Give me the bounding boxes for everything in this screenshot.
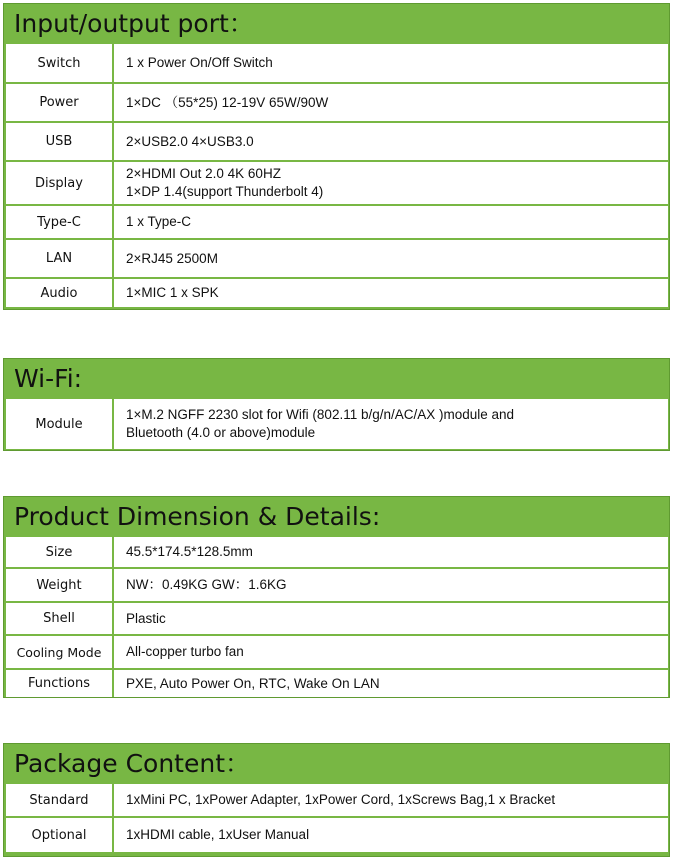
spec-table [6,784,668,852]
row-value [114,569,668,601]
row-value [114,399,668,449]
value-line: 1xHDMI cable, 1xUser Manual [126,827,310,842]
row-label: Audio [6,279,114,307]
table-row [6,537,668,567]
row-value [114,636,668,668]
value-line: All-copper turbo fan [126,644,244,659]
section-title: Input/output port： [14,9,254,38]
table-row [6,816,668,852]
value-line: 1×MIC 1 x SPK [126,285,219,300]
row-label: Size [6,537,114,567]
spec-table [6,537,668,697]
row-label: Module [6,399,114,449]
value-line: 1 x Power On/Off Switch [126,55,273,70]
row-value [114,537,668,567]
row-label: Power [6,84,114,121]
row-value [114,784,668,816]
table-row [6,204,668,238]
table-row [6,238,668,277]
value-line: 1×DC （55*25) 12-19V 65W/90W [126,94,329,110]
table-row [6,634,668,668]
row-label: Type-C [6,206,114,238]
row-label: USB [6,123,114,160]
value-line: 1×M.2 NGFF 2230 slot for Wifi (802.11 b/g/n/AC/AX )module and [126,407,515,422]
table-row [6,160,668,204]
table-row [6,601,668,634]
row-value [114,162,668,204]
value-line: Plastic [126,610,166,626]
row-label: Display [6,162,114,204]
table-row [6,277,668,307]
section-title: Wi-Fi: [14,364,83,393]
row-value [114,84,668,121]
row-value [114,240,668,277]
row-value [114,670,668,697]
row-label: Switch [6,44,114,82]
row-value [114,818,668,852]
row-value [114,123,668,160]
wifi-section [3,358,670,451]
value-line: 2×HDMI Out 2.0 4K 60HZ [126,166,281,181]
row-value [114,279,668,307]
row-label: Functions [6,670,114,697]
row-value [114,44,668,82]
value-line: 1×DP 1.4(support Thunderbolt 4) [126,184,324,199]
value-line: PXE, Auto Power On, RTC, Wake On LAN [126,675,380,691]
section-title: Product Dimension & Details: [14,502,381,531]
package-content-section [3,743,670,857]
row-label: Cooling Mode [6,636,114,668]
value-line: 1 x Type-C [126,214,192,229]
value-line: NW：0.49KG GW：1.6KG [126,577,287,592]
table-row [6,82,668,121]
row-value [114,206,668,238]
value-line: 2×RJ45 2500M [126,250,218,266]
row-label: Standard [6,784,114,816]
spec-table [6,44,668,307]
table-row [6,399,668,449]
table-row [6,121,668,160]
value-line: 45.5*174.5*128.5mm [126,544,253,559]
value-line: Bluetooth (4.0 or above)module [126,425,316,440]
value-line: 2×USB2.0 4×USB3.0 [126,133,254,149]
row-label: Weight [6,569,114,601]
value-line: 1xMini PC, 1xPower Adapter, 1xPower Cord, 1xScrews Bag,1 x Bracket [126,792,556,807]
io-port-section [3,3,670,310]
section-title: Package Content： [14,749,250,778]
table-row [6,668,668,697]
row-value [114,603,668,634]
product-details-section [3,496,670,698]
table-row [6,44,668,82]
row-label: LAN [6,240,114,277]
spec-table [6,399,668,449]
row-label: Shell [6,603,114,634]
table-row [6,784,668,816]
row-label: Optional [6,818,114,852]
table-row [6,567,668,601]
